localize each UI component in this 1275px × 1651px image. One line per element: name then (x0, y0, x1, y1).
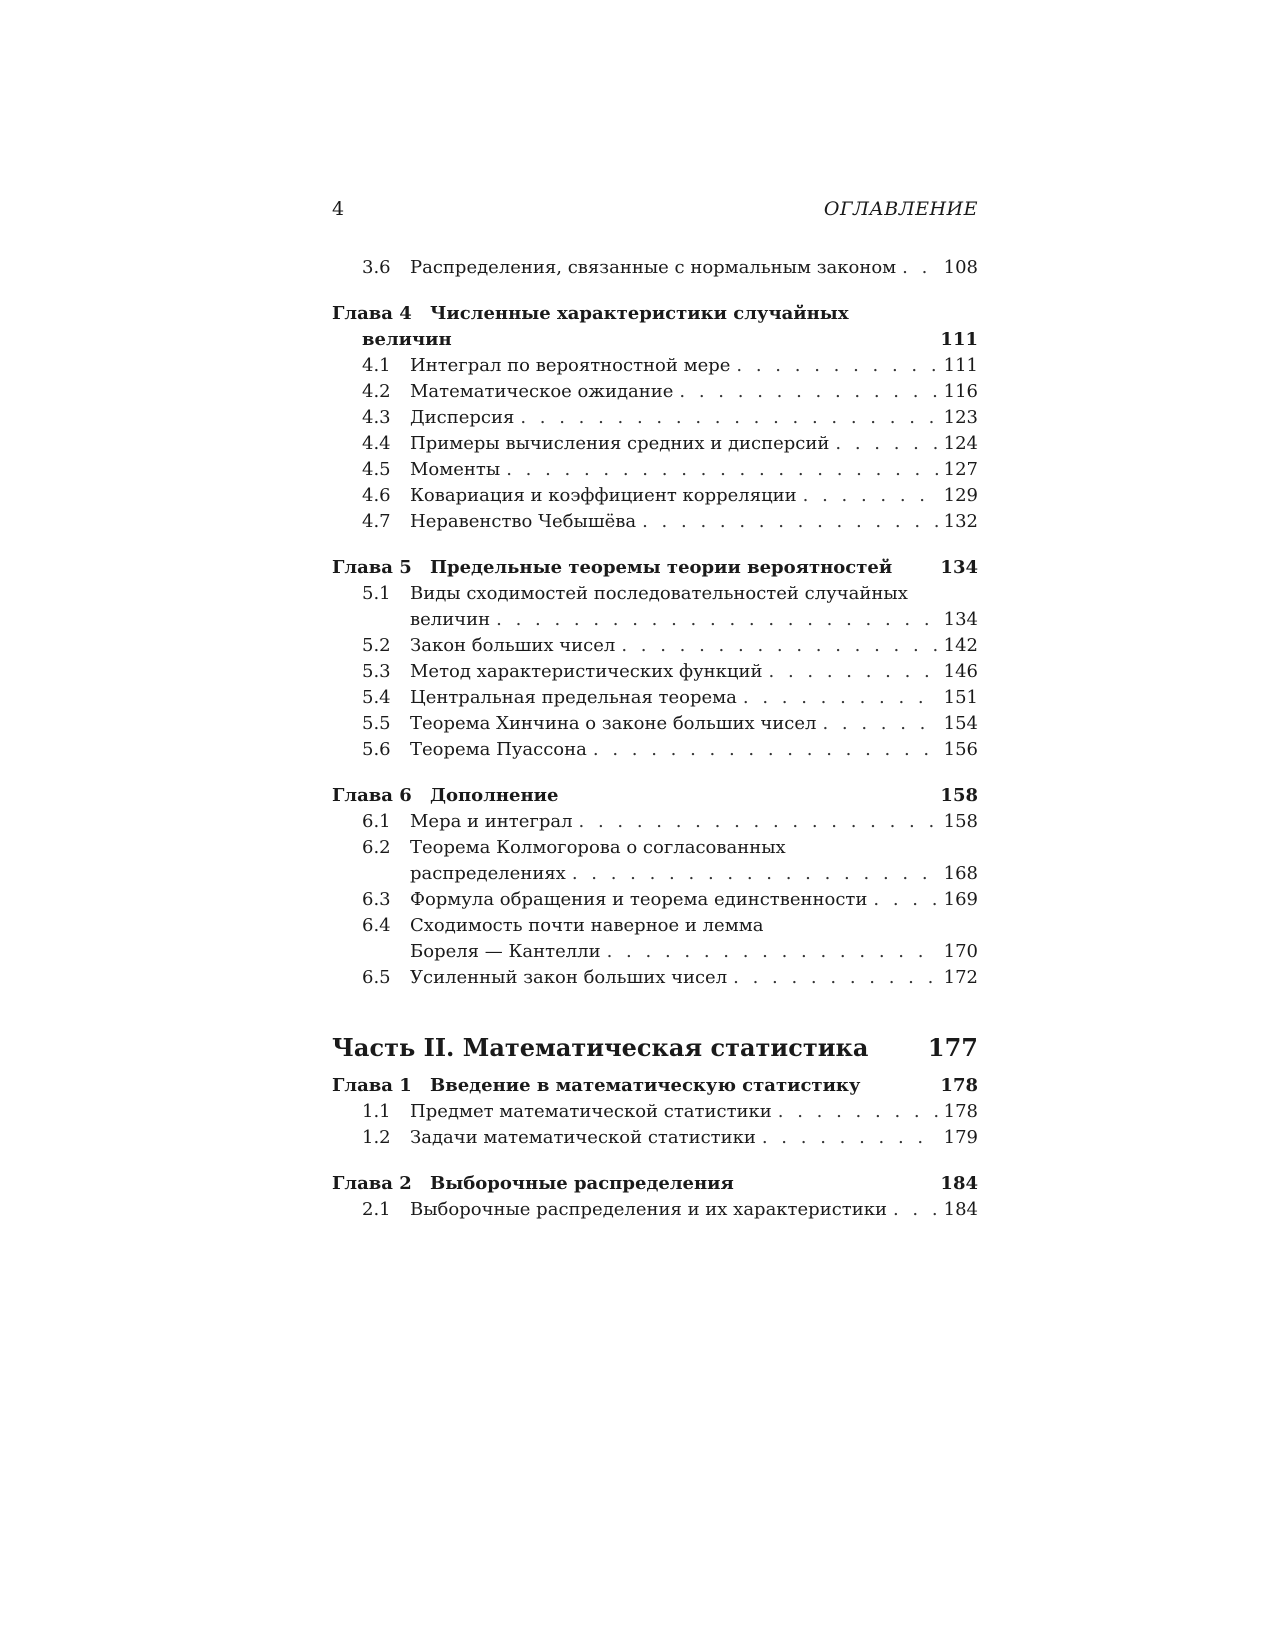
section-number: 4.7 (362, 511, 391, 532)
toc-entry-5-1-cont[interactable] (332, 607, 978, 633)
page-ref: 168 (943, 863, 978, 884)
section-title: Теорема Пуассона (410, 739, 587, 760)
page-ref: 129 (943, 485, 978, 506)
section-number: 6.1 (362, 811, 391, 832)
section-title: Неравенство Чебышёва (410, 511, 637, 532)
toc-entry-5-2[interactable] (332, 633, 978, 659)
section-number: 1.2 (362, 1127, 391, 1148)
section-title: Теорема Колмогорова о согласованных (410, 837, 786, 858)
toc-part2-entry-2-1[interactable] (332, 1197, 978, 1223)
toc-part2-chapter-1[interactable] (332, 1073, 978, 1099)
chapter-title: Численные характеристики случайных (430, 303, 849, 324)
page-ref: 177 (927, 1033, 978, 1062)
toc-entry-6-3[interactable] (332, 887, 978, 913)
leader-dots (621, 633, 937, 659)
leader-dots (572, 861, 938, 887)
section-title: Математическое ожидание (410, 381, 674, 402)
section-title: Задачи математической статистики (410, 1127, 756, 1148)
chapter-title: Выборочные распределения (430, 1173, 734, 1194)
section-number: 5.4 (362, 687, 391, 708)
page-ref: 127 (943, 459, 978, 480)
leader-dots (743, 685, 938, 711)
section-title: Ковариация и коэффициент корреляции (410, 485, 797, 506)
toc-entry-6-1[interactable] (332, 809, 978, 835)
toc-chapter-5[interactable] (332, 555, 978, 581)
section-title: Интеграл по вероятностной мере (410, 355, 731, 376)
toc-part-2[interactable] (332, 1031, 978, 1065)
section-title: Выборочные распределения и их характеристики (410, 1199, 887, 1220)
chapter-label: Глава 6 (332, 785, 412, 806)
page-ref: 124 (943, 433, 978, 454)
chapter-title: Введение в математическую статистику (430, 1075, 861, 1096)
chapter-label: Глава 4 (332, 303, 412, 324)
toc-entry-4-3[interactable] (332, 405, 978, 431)
leader-dots (506, 457, 937, 483)
toc-entry-5-3[interactable] (332, 659, 978, 685)
page-ref: 134 (940, 557, 978, 578)
section-number: 4.4 (362, 433, 391, 454)
toc-part2-entry-1-2[interactable] (332, 1125, 978, 1151)
section-number: 6.3 (362, 889, 391, 910)
page-ref: 178 (940, 1075, 978, 1096)
section-title: Распределения, связанные с нормальным законом (410, 257, 897, 278)
page-ref: 134 (943, 609, 978, 630)
page-ref: 108 (943, 257, 978, 278)
toc-entry-4-2[interactable] (332, 379, 978, 405)
toc-entry-5-6[interactable] (332, 737, 978, 763)
toc-part2-chapter-2[interactable] (332, 1171, 978, 1197)
chapter-label: Глава 1 (332, 1075, 412, 1096)
leader-dots (873, 887, 937, 913)
toc-entry-4-7[interactable] (332, 509, 978, 535)
section-title: Мера и интеграл (410, 811, 573, 832)
section-title: Центральная предельная теорема (410, 687, 737, 708)
page-header (332, 198, 978, 224)
section-title: Метод характеристических функций (410, 661, 763, 682)
page-ref: 170 (943, 941, 978, 962)
page-ref: 154 (943, 713, 978, 734)
page-ref: 111 (943, 355, 978, 376)
section-number: 6.2 (362, 837, 391, 858)
section-number: 5.5 (362, 713, 391, 734)
section-number: 1.1 (362, 1101, 391, 1122)
page-ref: 151 (943, 687, 978, 708)
toc-entry-6-4[interactable] (332, 913, 978, 939)
leader-dots (835, 431, 937, 457)
section-number: 5.2 (362, 635, 391, 656)
section-title-cont: Бореля — Кантелли (410, 941, 601, 962)
chapter-title: Дополнение (430, 785, 559, 806)
page-ref: 184 (940, 1173, 978, 1194)
leader-dots (607, 939, 938, 965)
page-ref: 158 (943, 811, 978, 832)
section-number: 3.6 (362, 257, 391, 278)
page-number: 4 (332, 198, 345, 220)
toc-entry-5-4[interactable] (332, 685, 978, 711)
page-ref: 146 (943, 661, 978, 682)
chapter-title: Предельные теоремы теории вероятностей (430, 557, 893, 578)
section-number: 4.2 (362, 381, 391, 402)
chapter-label: Глава 5 (332, 557, 412, 578)
page-ref: 116 (943, 381, 978, 402)
page-ref: 172 (943, 967, 978, 988)
section-number: 5.6 (362, 739, 391, 760)
page-ref: 142 (943, 635, 978, 656)
section-number: 5.3 (362, 661, 391, 682)
page-ref: 158 (940, 785, 978, 806)
leader-dots (736, 353, 937, 379)
toc-entry-4-6[interactable] (332, 483, 978, 509)
leader-dots (769, 659, 938, 685)
toc-entry-6-2-cont[interactable] (332, 861, 978, 887)
toc-part2-entry-1-1[interactable] (332, 1099, 978, 1125)
page-ref: 123 (943, 407, 978, 428)
page-ref: 111 (940, 329, 978, 350)
toc-chapter-4-cont[interactable] (332, 327, 978, 353)
leader-dots (733, 965, 937, 991)
toc-entry-4-4[interactable] (332, 431, 978, 457)
leader-dots (679, 379, 937, 405)
section-title: Примеры вычисления средних и дисперсий (410, 433, 830, 454)
leader-dots (822, 711, 937, 737)
page-ref: 178 (943, 1101, 978, 1122)
running-head: ОГЛАВЛЕНИЕ (823, 198, 978, 220)
table-of-contents (332, 255, 978, 1223)
page-ref: 156 (943, 739, 978, 760)
leader-dots (803, 483, 938, 509)
leader-dots (778, 1099, 938, 1125)
section-number: 4.5 (362, 459, 391, 480)
section-title: Дисперсия (410, 407, 515, 428)
toc-entry-6-2[interactable] (332, 835, 978, 861)
section-title: Предмет математической статистики (410, 1101, 772, 1122)
section-number: 2.1 (362, 1199, 391, 1220)
toc-chapter-4[interactable] (332, 301, 978, 327)
toc-entry-3-6[interactable] (332, 255, 978, 281)
section-title: Моменты (410, 459, 501, 480)
section-title-cont: величин (410, 609, 491, 630)
section-number: 6.5 (362, 967, 391, 988)
toc-entry-6-4-cont[interactable] (332, 939, 978, 965)
section-title: Виды сходимостей последовательностей случайных (410, 583, 908, 604)
section-number: 4.3 (362, 407, 391, 428)
page-ref: 132 (943, 511, 978, 532)
leader-dots (642, 509, 938, 535)
leader-dots (520, 405, 937, 431)
section-number: 4.1 (362, 355, 391, 376)
leader-dots (893, 1197, 938, 1223)
toc-entry-4-5[interactable] (332, 457, 978, 483)
section-number: 6.4 (362, 915, 391, 936)
page-ref: 184 (943, 1199, 978, 1220)
section-title: Закон больших чисел (410, 635, 616, 656)
leader-dots (593, 737, 938, 763)
section-number: 4.6 (362, 485, 391, 506)
section-title: Формула обращения и теорема единственности (410, 889, 868, 910)
section-number: 5.1 (362, 583, 391, 604)
section-title: Усиленный закон больших чисел (410, 967, 728, 988)
toc-entry-5-1[interactable] (332, 581, 978, 607)
toc-entry-6-5[interactable] (332, 965, 978, 991)
section-title-cont: распределениях (410, 863, 566, 884)
page-ref: 169 (943, 889, 978, 910)
leader-dots (579, 809, 938, 835)
page-ref: 179 (943, 1127, 978, 1148)
leader-dots (902, 255, 937, 281)
toc-entry-5-5[interactable] (332, 711, 978, 737)
part-title: Часть II. Математическая статистика (332, 1033, 869, 1062)
chapter-label: Глава 2 (332, 1173, 412, 1194)
chapter-title-cont: величин (362, 329, 452, 350)
section-title: Сходимость почти наверное и лемма (410, 915, 764, 936)
section-title: Теорема Хинчина о законе больших чисел (410, 713, 817, 734)
leader-dots (762, 1125, 938, 1151)
leader-dots (496, 607, 938, 633)
toc-chapter-6[interactable] (332, 783, 978, 809)
toc-entry-4-1[interactable] (332, 353, 978, 379)
